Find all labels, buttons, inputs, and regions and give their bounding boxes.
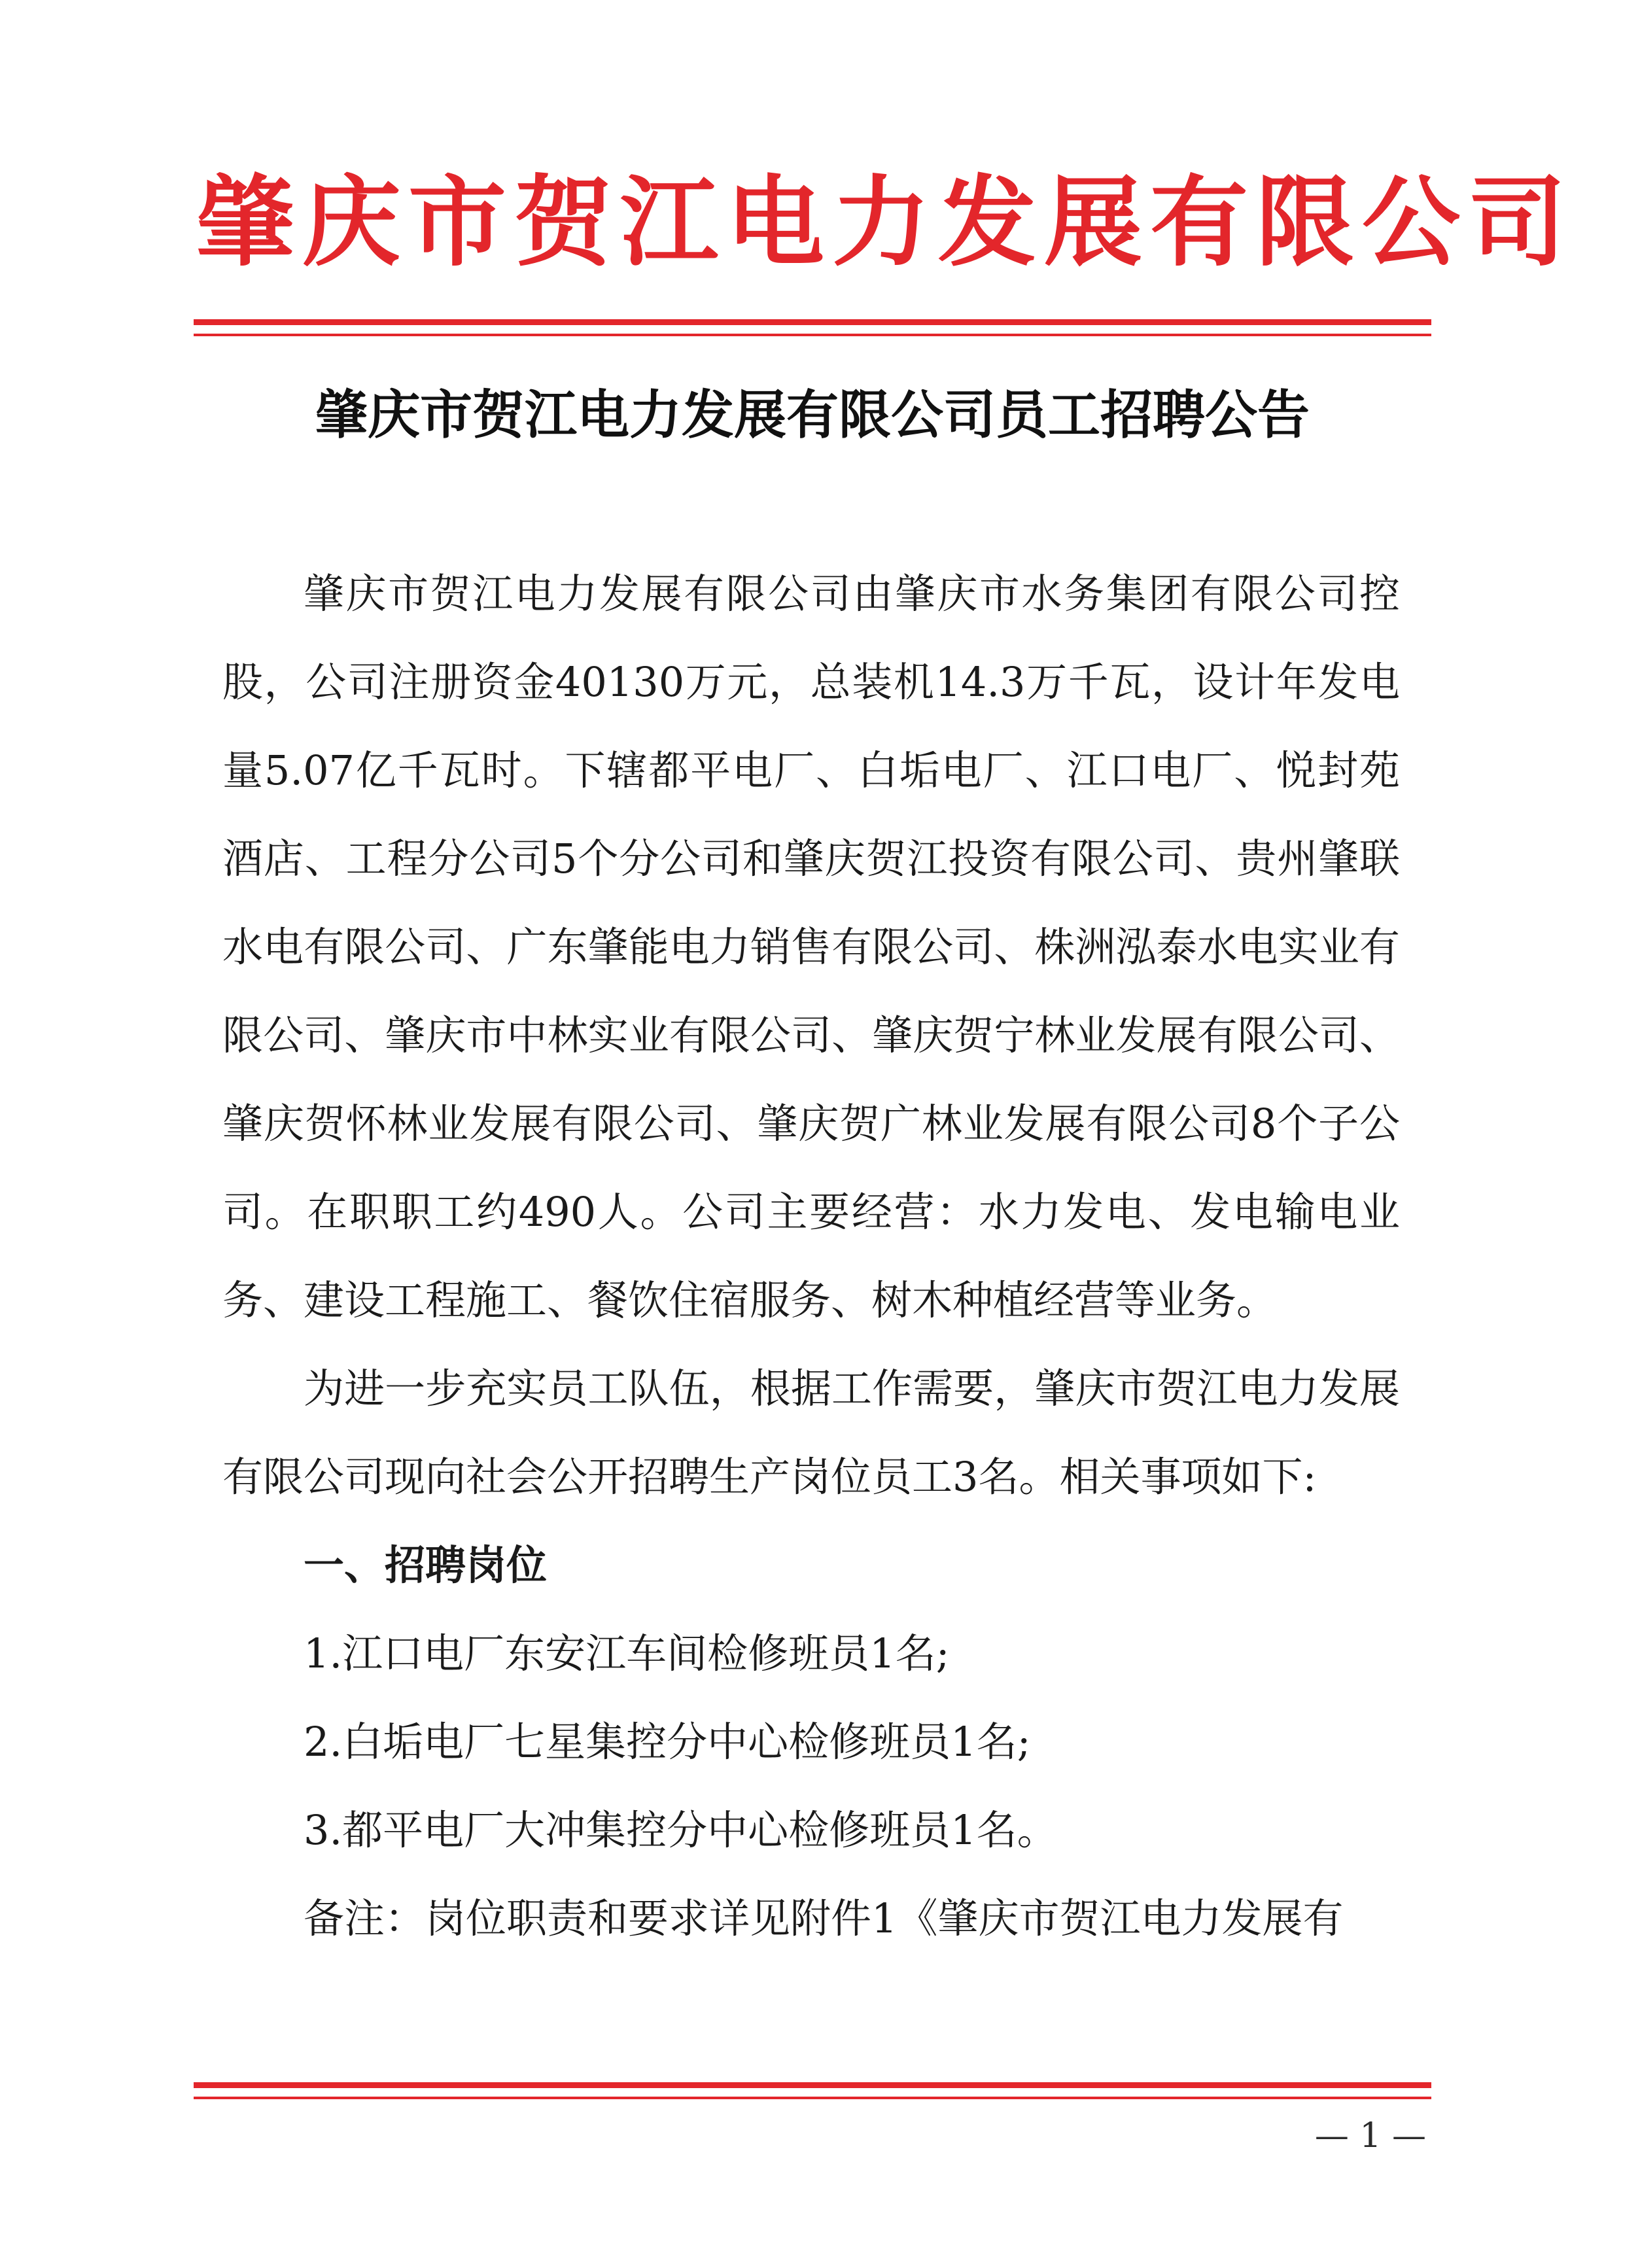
footer-rule-thick bbox=[194, 2082, 1431, 2088]
position-item: 2.白垢电厂七星集控分中心检修班员1名; bbox=[304, 1718, 1031, 1766]
section-heading: 一、招聘岗位 bbox=[304, 1541, 548, 1589]
letterhead-rule-thick bbox=[194, 319, 1431, 325]
remark-text: 备注：岗位职责和要求详见附件1《肇庆市贺江电力发展有 bbox=[304, 1894, 1344, 1942]
page-number: — 1 — bbox=[1314, 2116, 1426, 2155]
document-title: 肇庆市贺江电力发展有限公司员工招聘公告 bbox=[315, 385, 1310, 445]
letterhead-rule-thin bbox=[194, 334, 1431, 336]
document-body bbox=[222, 550, 1400, 1963]
purpose-paragraph: 为进一步充实员工队伍，根据工作需要，肇庆市贺江电力发展有限公司现向社会公开招聘生产岗位员工3名。相关事项如下: bbox=[222, 1365, 1400, 1501]
letterhead-title: 肇庆市贺江电力发展有限公司 bbox=[196, 165, 1575, 280]
position-item: 1.江口电厂东安江车间检修班员1名; bbox=[304, 1630, 950, 1677]
position-item: 3.都平电厂大冲集控分中心检修班员1名。 bbox=[304, 1806, 1058, 1854]
footer-rule-thin bbox=[194, 2097, 1431, 2099]
intro-paragraph: 肇庆市贺江电力发展有限公司由肇庆市水务集团有限公司控股，公司注册资金40130万元，总装机14.3万千瓦，设计年发电量5.07亿千瓦时。下辖都平电厂、白垢电厂、江口电厂、悦封苑酒店、工程分公司5个分公司和肇庆贺江投资有限公司、贵州肇联水电有限公司、广东肇能电力销售有限公司、株洲泓泰水电实业有限公司、肇庆市中林实业有限公司、肇庆贺宁林业发展有限公司、肇庆贺怀林业发展有限公司、肇庆贺广林业发展有限公司8个子公司。在职职工约490人。公司主要经营：水力发电、发电输电业务、建设工程施工、餐饮住宿服务、树木种植经营等业务。 bbox=[222, 570, 1400, 1324]
